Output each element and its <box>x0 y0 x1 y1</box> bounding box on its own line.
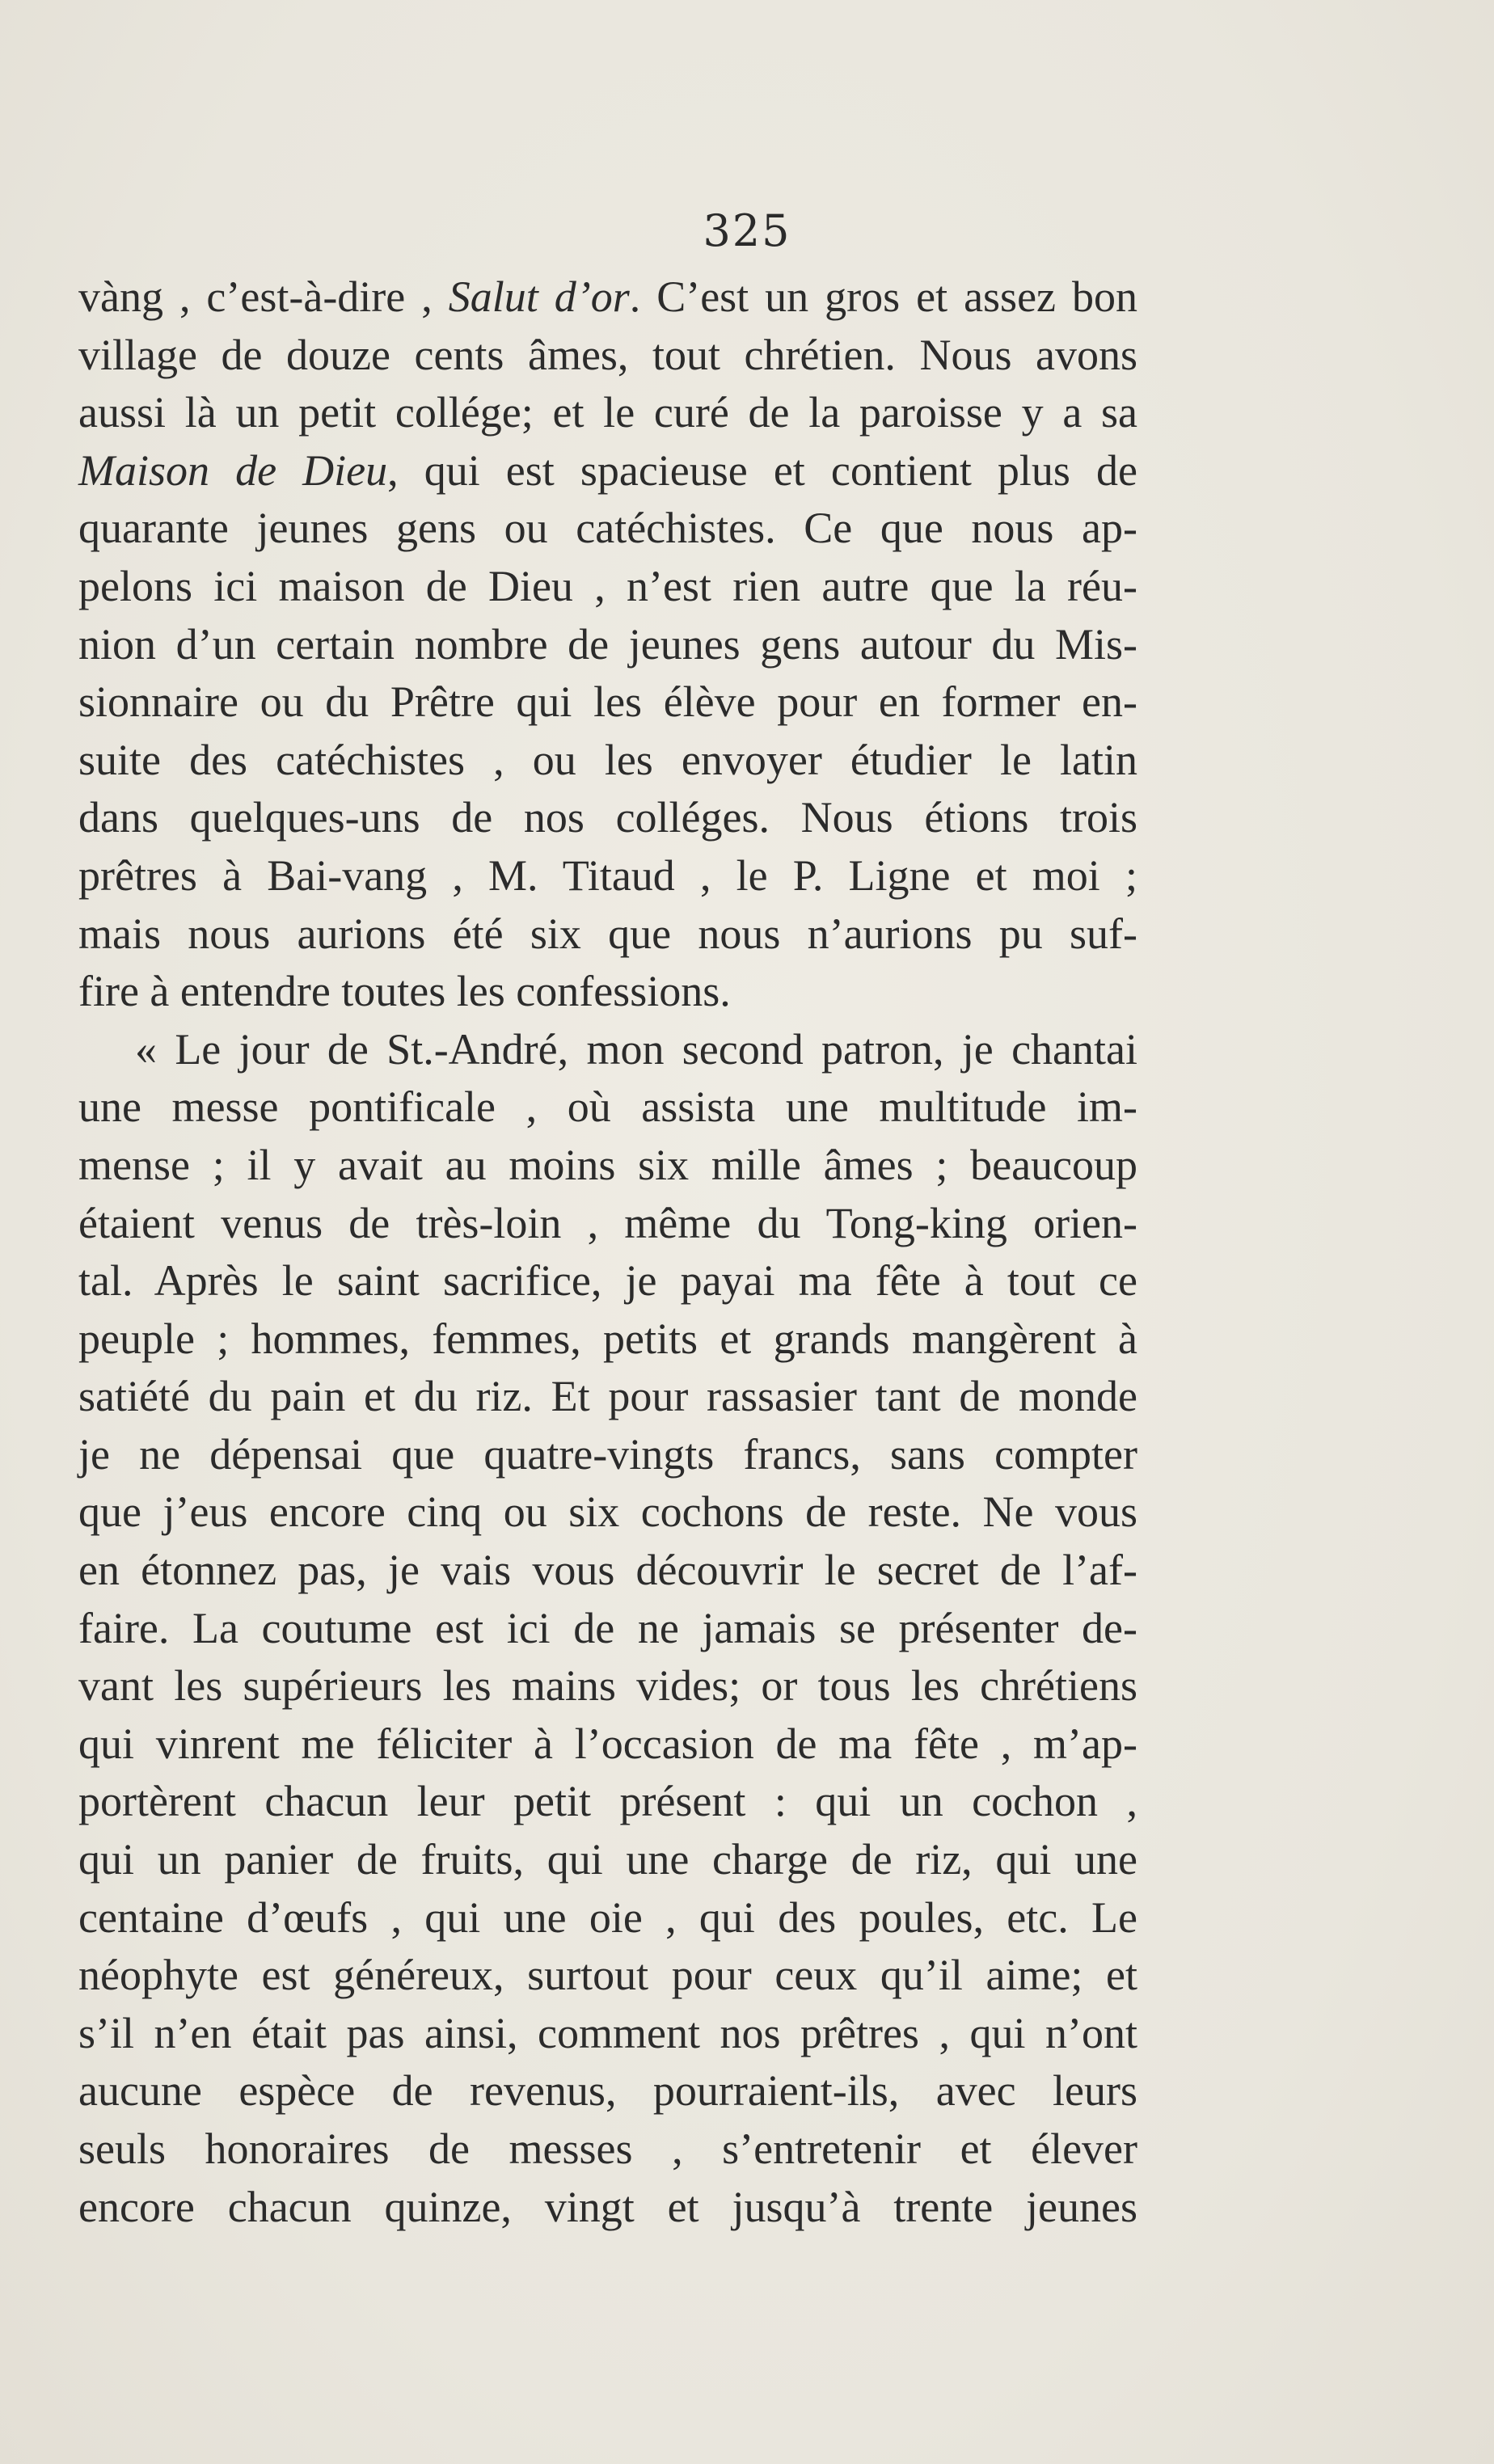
text-line <box>78 1773 1137 1831</box>
text-line <box>78 1715 1137 1774</box>
text-run: . C’est un gros et assez bon <box>629 272 1137 321</box>
body-text <box>78 268 1137 2236</box>
text-line <box>78 847 1137 905</box>
text-line <box>78 673 1137 732</box>
text-line <box>78 1137 1137 1195</box>
text-run: satiété du pain et du riz. Et pour rassasier tant de monde <box>78 1372 1137 1421</box>
italic-text-run: Salut d’or <box>448 272 630 321</box>
text-line <box>78 1310 1137 1369</box>
text-run: que j’eus encore cinq ou six cochons de reste. Ne vous <box>78 1487 1137 1537</box>
text-run: suite des catéchistes , ou les envoyer étudier le latin <box>78 735 1137 784</box>
text-line <box>78 1657 1137 1715</box>
text-run: portèrent chacun leur petit présent : qui un cochon , <box>78 1777 1137 1826</box>
text-run: prêtres à Bai-vang , M. Titaud , le P. Ligne et moi ; <box>78 850 1137 900</box>
text-line <box>78 1021 1137 1079</box>
italic-text-run: Maison de Dieu <box>78 445 388 495</box>
text-run: s’il n’en était pas ainsi, comment nos prêtres , qui n’ont <box>78 2008 1137 2057</box>
text-run: étaient venus de très-loin , même du Tong-king orien- <box>78 1198 1137 1247</box>
text-run: sionnaire ou du Prêtre qui les élève pour en former en- <box>78 677 1137 727</box>
text-run: pelons ici maison de Dieu , n’est rien autre que la réu- <box>78 561 1137 610</box>
text-line <box>78 1195 1137 1253</box>
text-run: peuple ; hommes, femmes, petits et grands mangèrent à <box>78 1314 1137 1363</box>
text-line <box>78 268 1137 327</box>
text-line <box>78 2005 1137 2063</box>
text-run: faire. La coutume est ici de ne jamais se présenter de- <box>78 1603 1137 1652</box>
text-line <box>78 732 1137 790</box>
text-run: nion d’un certain nombre de jeunes gens autour du Mis- <box>78 619 1137 669</box>
text-line <box>78 2120 1137 2179</box>
text-run: qui vinrent me féliciter à l’occasion de ma fête , m’ap- <box>78 1719 1137 1768</box>
text-line <box>78 1831 1137 1889</box>
text-run: village de douze cents âmes, tout chrétien. Nous avons <box>78 330 1137 379</box>
text-run: mais nous aurions été six que nous n’aurions pu suf- <box>78 909 1137 958</box>
text-run: en étonnez pas, je vais vous découvrir le secret de l’af- <box>78 1546 1137 1595</box>
text-line <box>78 1078 1137 1137</box>
text-run: encore chacun quinze, vingt et jusqu’à trente jeunes <box>78 2182 1137 2231</box>
text-line <box>78 1483 1137 1542</box>
text-line <box>78 789 1137 847</box>
text-line <box>78 1426 1137 1484</box>
text-line <box>78 1600 1137 1658</box>
text-run: mense ; il y avait au moins six mille âmes ; beaucoup <box>78 1140 1137 1189</box>
text-line <box>78 384 1137 442</box>
text-line <box>78 1368 1137 1426</box>
text-line <box>78 1252 1137 1310</box>
text-run: je ne dépensai que quatre-vingts francs, sans compter <box>78 1429 1137 1479</box>
text-run: aucune espèce de revenus, pourraient-ils, avec leurs <box>78 2066 1137 2116</box>
text-line <box>78 558 1137 616</box>
text-run: vàng , c’est-à-dire , <box>78 272 449 321</box>
text-run: qui un panier de fruits, qui une charge de riz, qui une <box>78 1835 1137 1884</box>
text-run: vant les supérieurs les mains vides; or tous les chrétiens <box>78 1661 1137 1711</box>
text-run: tal. Après le saint sacrifice, je payai ma fête à tout ce <box>78 1256 1137 1306</box>
text-run: « Le jour de St.-André, mon second patron, je chantai <box>135 1024 1137 1074</box>
text-line <box>78 905 1137 964</box>
text-run: néophyte est généreux, surtout pour ceux qu’il aime; et <box>78 1951 1137 2000</box>
text-line <box>78 442 1137 500</box>
text-line <box>78 500 1137 558</box>
text-line <box>78 616 1137 674</box>
text-run: une messe pontificale , où assista une multitude im- <box>78 1082 1137 1132</box>
text-line <box>78 2179 1137 2237</box>
text-line <box>78 2062 1137 2120</box>
text-run: quarante jeunes gens ou catéchistes. Ce que nous ap- <box>78 504 1137 553</box>
text-line <box>78 327 1137 385</box>
text-run: dans quelques-uns de nos colléges. Nous étions trois <box>78 793 1137 842</box>
page-number: 325 <box>703 205 791 256</box>
text-line <box>78 1947 1137 2005</box>
text-run: centaine d’œufs , qui une oie , qui des poules, etc. Le <box>78 1892 1137 1942</box>
text-line <box>78 1889 1137 1947</box>
text-run: , qui est spacieuse et contient plus de <box>387 445 1137 495</box>
text-line <box>78 1542 1137 1600</box>
text-line <box>78 963 1137 1021</box>
text-run: fire à entendre toutes les confessions. <box>78 967 731 1016</box>
text-run: seuls honoraires de messes , s’entretenir et élever <box>78 2124 1137 2173</box>
text-run: aussi là un petit collége; et le curé de la paroisse y a sa <box>78 388 1137 437</box>
